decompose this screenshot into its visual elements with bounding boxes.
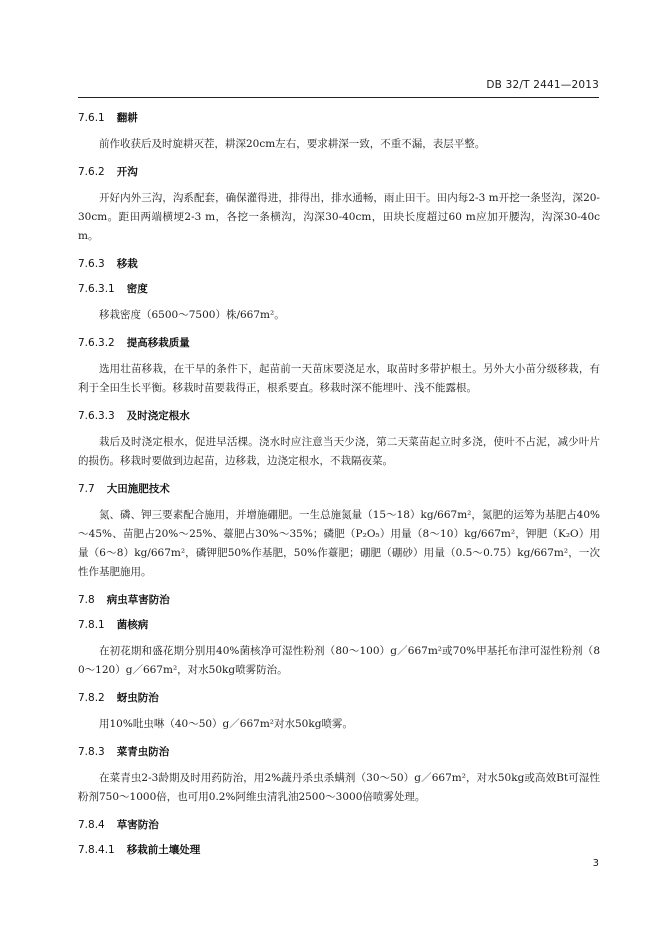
- section-paragraph: 移栽密度（6500～7500）株/667m²。: [99, 309, 285, 321]
- section-heading: [78, 408, 600, 424]
- section-heading: [78, 842, 600, 858]
- section-7-8-1: [78, 617, 600, 680]
- section-paragraph: 选用壮苗移栽，在干旱的条件下，起苗前一天苗床要浇足水，取苗时多带护根土。另外大小苗分级移栽，有利于全田生长平衡。移栽时苗要栽得正，根系要直。移栽时深不能埋叶、浅不能露根。: [78, 363, 600, 394]
- section-heading: [78, 481, 600, 497]
- section-7-6-2: [78, 164, 600, 246]
- section-7-8-2: [78, 690, 600, 734]
- section-heading: [78, 110, 600, 126]
- section-number: 7.8.4.1: [78, 844, 115, 856]
- section-title: 及时浇定根水: [126, 410, 190, 422]
- section-heading: [78, 256, 600, 272]
- section-7-8-4-1: [78, 842, 600, 858]
- section-heading: [78, 335, 600, 351]
- section-number: 7.8.4: [78, 819, 105, 831]
- section-title: 翻耕: [116, 112, 138, 124]
- section-7-6-3-2: [78, 335, 600, 398]
- section-paragraph: 在菜青虫2-3龄期及时用药防治，用2%蔬丹杀虫杀螨剂（30～50）g／667m²，对水50kg或高效Bt可湿性粉剂750～1000倍，也可用0.2%阿维虫清乳油2500～3000倍喷雾处理。: [78, 772, 600, 803]
- section-heading: [78, 164, 600, 180]
- section-heading: [78, 817, 600, 833]
- section-number: 7.6.3.3: [78, 410, 115, 422]
- section-title: 草害防治: [116, 819, 159, 831]
- section-number: 7.6.3.2: [78, 337, 115, 349]
- section-paragraph: 栽后及时浇定根水，促进早活棵。浇水时应注意当天少浇，第二天菜苗起立时多浇，使叶不占泥，减少叶片的损伤。移栽时要做到边起苗，边移栽，边浇定根水，不栽隔夜菜。: [78, 436, 600, 467]
- section-number: 7.8.3: [78, 746, 105, 758]
- section-number: 7.7: [78, 483, 95, 495]
- section-7-6-3: [78, 256, 600, 272]
- section-7-7: [78, 481, 600, 582]
- section-number: 7.6.3.1: [78, 283, 115, 295]
- document-code: DB 32/T 2441—2013: [486, 79, 599, 91]
- section-number: 7.8: [78, 594, 95, 606]
- section-7-8: [78, 592, 600, 608]
- section-number: 7.6.1: [78, 112, 105, 124]
- section-number: 7.6.3: [78, 258, 105, 270]
- section-title: 移栽: [116, 258, 138, 270]
- section-title: 开沟: [116, 166, 138, 178]
- document-body: [78, 110, 600, 867]
- section-heading: [78, 744, 600, 760]
- section-7-6-3-1: [78, 281, 600, 325]
- section-title: 菜青虫防治: [116, 746, 170, 758]
- section-7-6-1: [78, 110, 600, 154]
- header-rule: [78, 97, 599, 98]
- section-paragraph: 开好内外三沟，沟系配套，确保灌得进，排得出，排水通畅，雨止田干。田内每2-3 m开挖一条竖沟，深20-30cm。距田两端横埂2-3 m，各挖一条横沟，沟深30-40cm，田块长度超过60 m应加开腰沟，沟深30-40cm。: [78, 192, 600, 242]
- section-paragraph: 氮、磷、钾三要素配合施用，并增施硼肥。一生总施氮量（15～18）kg/667m²，氮肥的运筹为基肥占40%～45%、苗肥占20%～25%、薹肥占30%～35%；磷肥（P₂O₅）用量（8～10）kg/667m²，钾肥（K₂O）用量（6～8）kg/667m²，磷钾肥50%作基肥，50%作薹肥；硼肥（硼砂）用量（0.5～0.75）kg/667m²，一次性作基肥施用。: [78, 509, 600, 578]
- section-title: 提高移栽质量: [126, 337, 190, 349]
- section-7-8-4: [78, 817, 600, 833]
- section-heading: [78, 690, 600, 706]
- section-paragraph: 在初花期和盛花期分别用40%菌核净可湿性粉剂（80～100）g／667m²或70%甲基托布津可湿性粉剂（80～120）g／667m²，对水50kg喷雾防治。: [78, 645, 600, 676]
- section-7-8-3: [78, 744, 600, 807]
- section-paragraph: 前作收获后及时旋耕灭茬，耕深20cm左右，要求耕深一致，不重不漏，表层平整。: [99, 138, 486, 150]
- section-number: 7.8.2: [78, 692, 105, 704]
- section-heading: [78, 617, 600, 633]
- section-heading: [78, 592, 600, 608]
- section-title: 病虫草害防治: [106, 594, 170, 606]
- page-number: 3: [592, 858, 599, 869]
- section-title: 移栽前土壤处理: [126, 844, 201, 856]
- section-heading: [78, 281, 600, 297]
- section-paragraph: 用10%吡虫啉（40～50）g／667m²对水50kg喷雾。: [99, 718, 353, 730]
- section-7-6-3-3: [78, 408, 600, 471]
- section-title: 密度: [126, 283, 148, 295]
- section-title: 大田施肥技术: [106, 483, 170, 495]
- section-title: 蚜虫防治: [116, 692, 159, 704]
- section-number: 7.6.2: [78, 166, 105, 178]
- section-title: 菌核病: [116, 619, 149, 631]
- section-number: 7.8.1: [78, 619, 105, 631]
